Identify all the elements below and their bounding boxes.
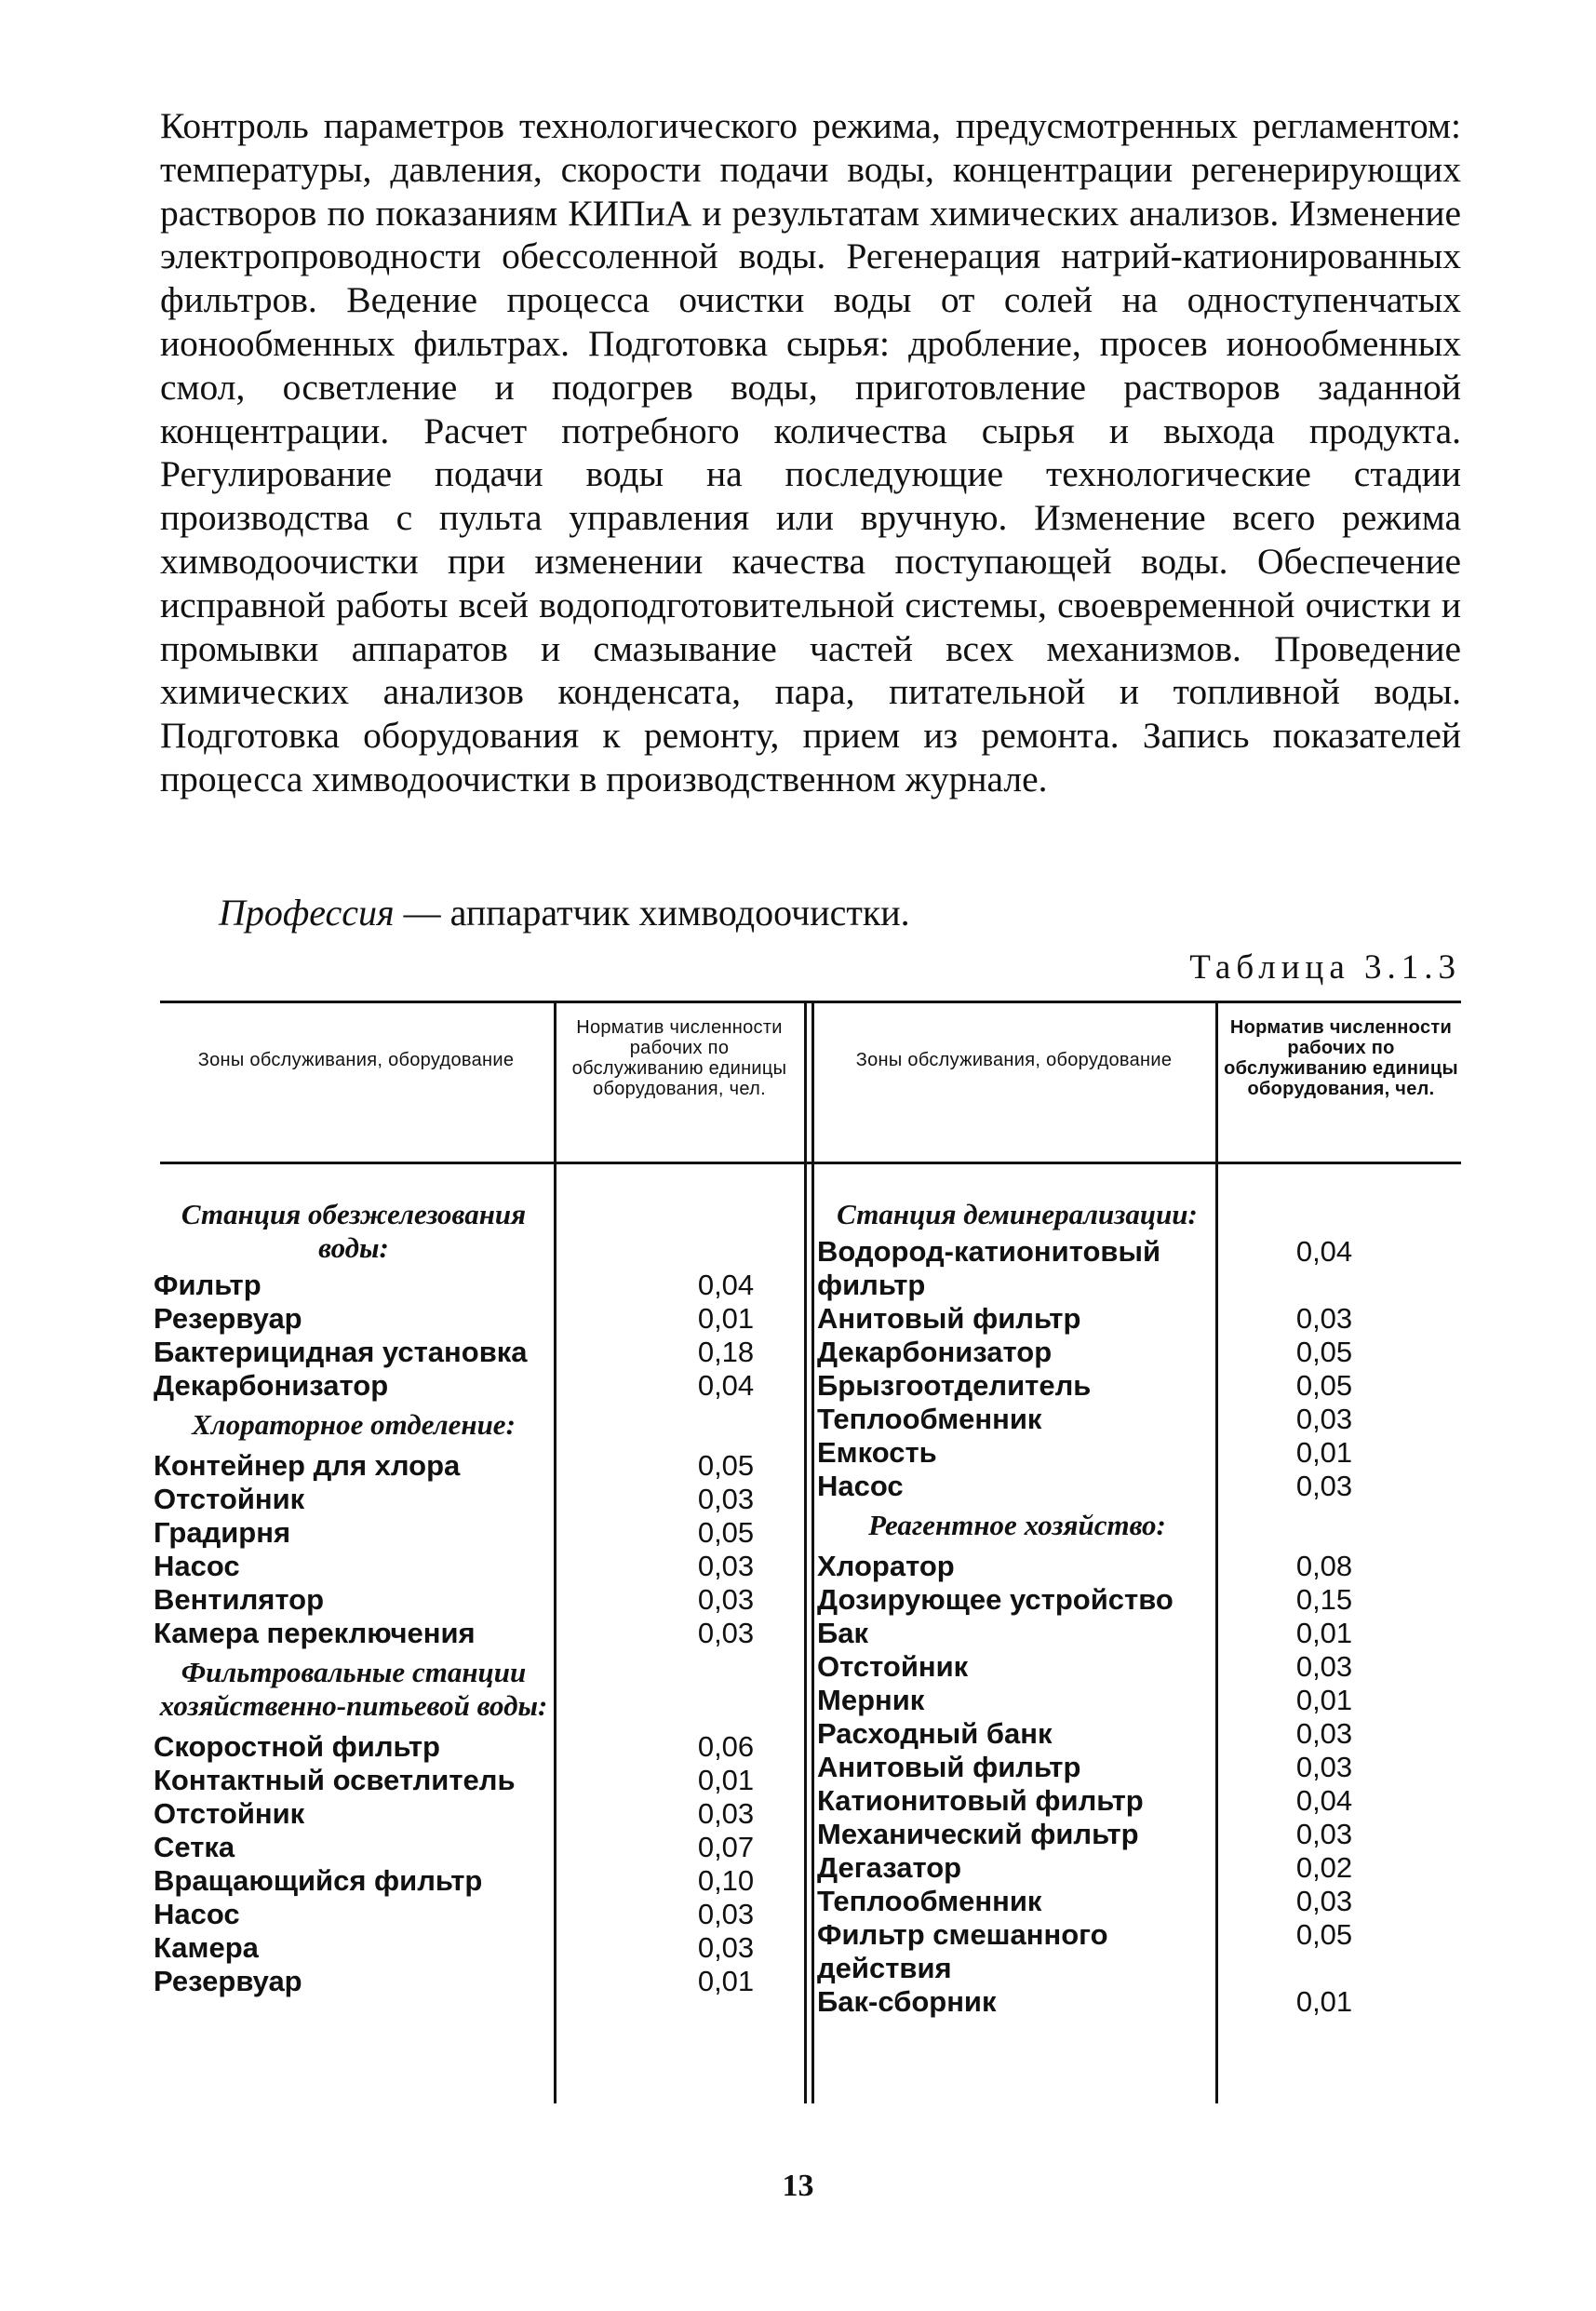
- equipment-name: Резервуар: [154, 1302, 302, 1335]
- right-section-rows-2: [817, 1550, 1459, 2019]
- table-row: [817, 1235, 1459, 1302]
- equipment-name: Фильтр смешанного действия: [817, 1918, 1108, 1984]
- norm-value: 0,03: [1295, 1885, 1353, 1917]
- table-row: [817, 1717, 1459, 1751]
- table-row: [154, 1483, 796, 1516]
- table-divider-2: [804, 1001, 807, 2103]
- equipment-name: Водород-катионитовый фильтр: [817, 1235, 1161, 1301]
- norm-value: 0,15: [1295, 1583, 1353, 1616]
- left-column: [154, 1198, 796, 1998]
- equipment-name: Отстойник: [817, 1650, 969, 1683]
- table-row: [817, 1302, 1459, 1336]
- norm-value: 0,01: [1295, 1684, 1353, 1716]
- table-header-rule: [160, 1162, 1461, 1164]
- equipment-name: Дегазатор: [817, 1851, 962, 1884]
- equipment-name: Камера: [154, 1931, 259, 1964]
- left-section-title-2: Хлораторное отделение:: [192, 1408, 516, 1441]
- norm-value: 0,03: [697, 1483, 755, 1515]
- table-row: [154, 1764, 796, 1797]
- norm-value: 0,05: [1295, 1918, 1353, 1951]
- header-norm-left: Норматив численности рабочих по обслуживанию единицы оборудования, чел.: [571, 1017, 787, 1099]
- table-row: [154, 1449, 796, 1483]
- norm-value: 0,04: [1295, 1784, 1353, 1817]
- right-section-title-2: Реагентное хозяйство:: [868, 1509, 1166, 1541]
- table-row: [154, 1617, 796, 1650]
- norm-value: 0,04: [697, 1269, 755, 1301]
- table-row: [154, 1730, 796, 1764]
- norm-value: 0,03: [697, 1931, 755, 1964]
- norm-value: 0,03: [1295, 1650, 1353, 1683]
- equipment-name: Вентилятор: [154, 1583, 325, 1616]
- page-number: 13: [782, 2169, 814, 2203]
- left-section-title-1: Станция обезжелезования воды:: [181, 1198, 527, 1264]
- table-row: [154, 1583, 796, 1617]
- equipment-name: Бак: [817, 1617, 869, 1649]
- norm-value: 0,03: [697, 1898, 755, 1930]
- equipment-name: Контактный осветлитель: [154, 1764, 516, 1796]
- equipment-name: Фильтр: [154, 1269, 262, 1301]
- norm-value: 0,03: [1295, 1717, 1353, 1750]
- profession-dash: —: [394, 892, 450, 934]
- table-row: [817, 1784, 1459, 1818]
- header-norm-right: Норматив численности рабочих по обслуживанию единицы оборудования, чел.: [1224, 1017, 1458, 1099]
- equipment-name: Брызгоотделитель: [817, 1369, 1092, 1402]
- profession-value: аппаратчик химводоочистки.: [449, 892, 910, 934]
- equipment-name: Анитовый фильтр: [817, 1302, 1081, 1335]
- norm-value: 0,04: [1295, 1235, 1353, 1268]
- table-row: [817, 1403, 1459, 1436]
- table-row: [154, 1269, 796, 1302]
- table-row: [817, 1918, 1459, 1985]
- norm-value: 0,03: [1295, 1751, 1353, 1783]
- header-zone-right: Зоны обслуживания, оборудование: [855, 1050, 1173, 1070]
- left-section-rows-2: [154, 1449, 796, 1650]
- left-section-rows-3: [154, 1730, 796, 1998]
- table-row: [817, 1617, 1459, 1650]
- norm-value: 0,03: [1295, 1470, 1353, 1502]
- table-row: [817, 1684, 1459, 1717]
- equipment-name: Отстойник: [154, 1797, 305, 1830]
- table-row: [154, 1550, 796, 1583]
- norm-value: 0,01: [697, 1965, 755, 1997]
- table-row: [817, 1985, 1459, 2019]
- equipment-name: Насос: [817, 1470, 904, 1502]
- equipment-name: Отстойник: [154, 1483, 305, 1515]
- table-row: [817, 1583, 1459, 1617]
- header-zone-left: Зоны обслуживания, оборудование: [197, 1050, 515, 1070]
- body-paragraph: Контроль параметров технологического режима, предусмотренных регламентом: температуры, давления, скорости подачи воды, концентрации регенерирующих растворов по показаниям КИПиА и результатам химических анализов. Изменение электропроводности обессоленной воды. Регенерация натрий-катионированных фильтров. Ведение процесса очистки воды от солей на одноступенчатых ионообменных фильтрах. Подготовка сырья: дробление, просев ионообменных смол, осветление и подогрев воды, приготовление растворов заданной концентрации. Расчет потребного количества сырья и выхода продукта. Регулирование подачи воды на последующие технологические стадии производства с пульта управления или вручную. Изменение всего режима химводоочистки при изменении качества поступающей воды. Обеспечение исправной работы всей водоподготовительной системы, своевременной очистки и промывки аппаратов и смазывание частей всех механизмов. Проведение химических анализов конденсата, пара, питательной и топливной воды. Подготовка оборудования к ремонту, прием из ремонта. Запись показателей процесса химводоочистки в производственном журнале.: [160, 105, 1461, 799]
- norm-value: 0,03: [1295, 1403, 1353, 1435]
- norm-value: 0,03: [697, 1797, 755, 1830]
- table-caption: Таблица 3.1.3: [1189, 948, 1461, 987]
- equipment-name: Сетка: [154, 1831, 235, 1863]
- equipment-name: Катионитовый фильтр: [817, 1784, 1144, 1817]
- norm-value: 0,03: [1295, 1818, 1353, 1850]
- table-divider-3: [811, 1001, 814, 2103]
- norm-value: 0,03: [697, 1550, 755, 1582]
- norm-value: 0,04: [697, 1369, 755, 1402]
- norm-value: 0,03: [1295, 1302, 1353, 1335]
- table-row: [817, 1885, 1459, 1918]
- table-row: [154, 1336, 796, 1369]
- norm-value: 0,06: [697, 1730, 755, 1763]
- table-row: [154, 1831, 796, 1864]
- table-row: [817, 1470, 1459, 1503]
- table-row: [154, 1797, 796, 1831]
- table-row: [154, 1864, 796, 1898]
- left-section-title-3: Фильтровальные станции хозяйственно-питьевой воды:: [159, 1656, 548, 1722]
- equipment-name: Насос: [154, 1898, 240, 1930]
- table-row: [817, 1818, 1459, 1851]
- norm-value: 0,01: [1295, 1436, 1353, 1469]
- right-column: [817, 1198, 1459, 2019]
- equipment-name: Вращающийся фильтр: [154, 1864, 483, 1897]
- norm-value: 0,02: [1295, 1851, 1353, 1884]
- norm-value: 0,18: [697, 1336, 755, 1368]
- table-row: [817, 1650, 1459, 1684]
- norm-value: 0,03: [697, 1583, 755, 1616]
- table-top-rule: [160, 1001, 1461, 1003]
- norm-value: 0,07: [697, 1831, 755, 1863]
- norm-value: 0,05: [697, 1516, 755, 1549]
- norm-value: 0,03: [697, 1617, 755, 1649]
- table-row: [154, 1516, 796, 1550]
- equipment-name: Хлоратор: [817, 1550, 955, 1582]
- norm-value: 0,01: [697, 1764, 755, 1796]
- norm-value: 0,05: [1295, 1369, 1353, 1402]
- table-row: [817, 1751, 1459, 1784]
- norm-value: 0,01: [1295, 1985, 1353, 2018]
- equipment-name: Камера переключения: [154, 1617, 476, 1649]
- norm-value: 0,01: [697, 1302, 755, 1335]
- equipment-name: Скоростной фильтр: [154, 1730, 440, 1763]
- table-row: [817, 1369, 1459, 1403]
- equipment-name: Резервуар: [154, 1965, 302, 1997]
- equipment-name: Декарбонизатор: [154, 1369, 389, 1402]
- equipment-name: Дозирующее устройство: [817, 1583, 1174, 1616]
- left-section-rows-1: [154, 1269, 796, 1403]
- equipment-name: Бактерицидная установка: [154, 1336, 528, 1368]
- equipment-name: Контейнер для хлора: [154, 1449, 461, 1482]
- equipment-name: Насос: [154, 1550, 240, 1582]
- norm-value: 0,01: [1295, 1617, 1353, 1649]
- equipment-name: Анитовый фильтр: [817, 1751, 1081, 1783]
- table-row: [817, 1851, 1459, 1885]
- equipment-name: Теплообменник: [817, 1885, 1042, 1917]
- table-row: [817, 1436, 1459, 1470]
- equipment-name: Расходный банк: [817, 1717, 1053, 1750]
- profession-label: Профессия: [219, 892, 395, 934]
- table-row: [817, 1550, 1459, 1583]
- equipment-name: Теплообменник: [817, 1403, 1042, 1435]
- equipment-name: Декарбонизатор: [817, 1336, 1053, 1368]
- table-row: [154, 1369, 796, 1403]
- right-section-title-1: Станция деминерализации:: [837, 1198, 1198, 1230]
- table-row: [154, 1965, 796, 1998]
- table-row: [817, 1336, 1459, 1369]
- right-section-rows-1: [817, 1235, 1459, 1503]
- equipment-name: Емкость: [817, 1436, 937, 1469]
- equipment-name: Механический фильтр: [817, 1818, 1139, 1850]
- norm-value: 0,10: [697, 1864, 755, 1897]
- equipment-name: Градирня: [154, 1516, 291, 1549]
- table-row: [154, 1898, 796, 1931]
- table-row: [154, 1302, 796, 1336]
- profession-line: [219, 892, 910, 934]
- equipment-name: Мерник: [817, 1684, 925, 1716]
- norm-value: 0,05: [1295, 1336, 1353, 1368]
- norm-value: 0,08: [1295, 1550, 1353, 1582]
- norm-value: 0,05: [697, 1449, 755, 1482]
- table-row: [154, 1931, 796, 1965]
- equipment-name: Бак-сборник: [817, 1985, 997, 2018]
